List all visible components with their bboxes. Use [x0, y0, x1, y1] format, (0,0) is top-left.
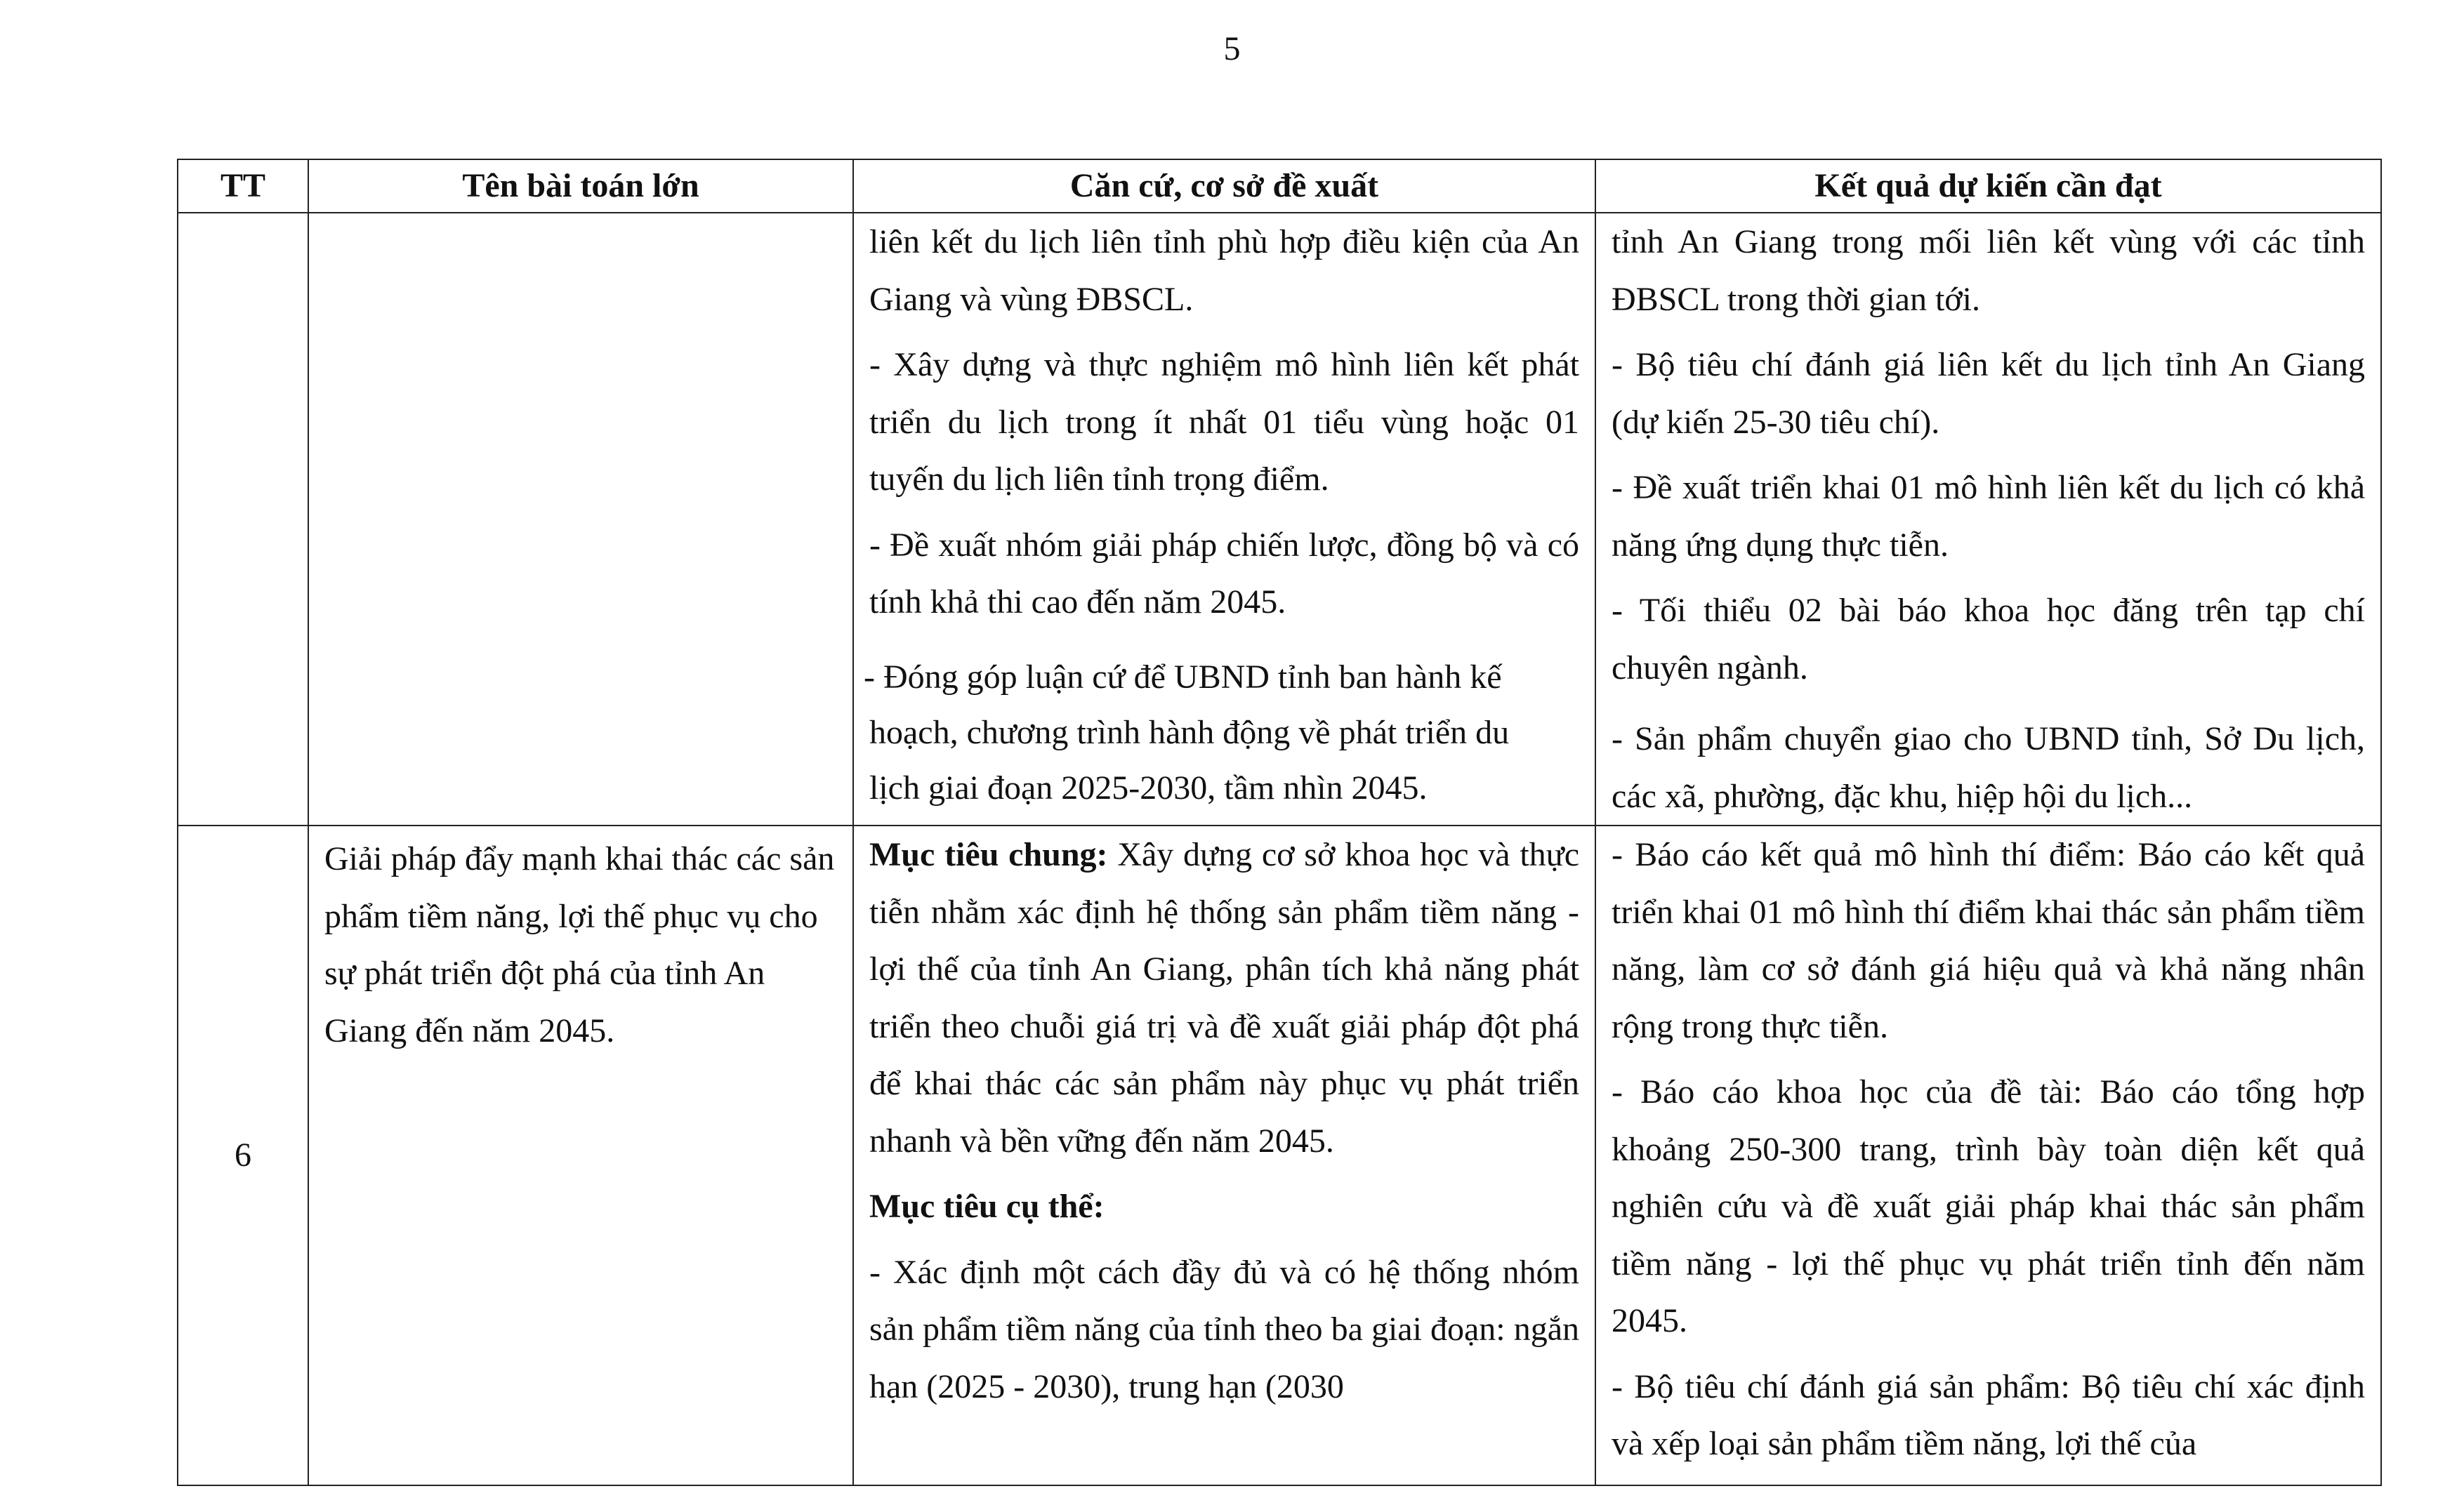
cell-basis-6 [853, 826, 1595, 1485]
cell-basis-continued [853, 213, 1595, 826]
cell-tt-continued [178, 213, 308, 826]
header-tt: TT [178, 159, 308, 213]
problem-title: Giải pháp đẩy mạnh khai thác các sản phẩm tiềm năng, lợi thế phục vụ cho sự phát triển đột phá của tỉnh An Giang đến năm 2045. [324, 840, 835, 1049]
basis-line: hoạch, chương trình hành động về phát triển du [869, 713, 1510, 751]
basis-paragraph: - Đề xuất nhóm giải pháp chiến lược, đồng bộ và có tính khả thi cao đến năm 2045. [869, 526, 1579, 621]
result-paragraph: - Tối thiểu 02 bài báo khoa học đăng trên tạp chí chuyên ngành. [1612, 592, 2365, 687]
result-paragraph: - Báo cáo kết quả mô hình thí điểm: Báo cáo kết quả triển khai 01 mô hình thí điểm khai thác sản phẩm tiềm năng, làm cơ sở đánh giá hiệu quả và khả năng nhân rộng trong thực tiễn. [1612, 836, 2365, 1045]
result-paragraph: - Sản phẩm chuyển giao cho UBND tỉnh, Sở Du lịch, các xã, phường, đặc khu, hiệp hội du lịch... [1612, 720, 2365, 815]
general-objective-label: Mục tiêu chung: [869, 836, 1108, 873]
cell-name-continued [308, 213, 853, 826]
basis-line: - Đóng góp luận cứ để UBND tỉnh ban hành kế [864, 658, 1502, 696]
result-paragraph: - Báo cáo khoa học của đề tài: Báo cáo tổng hợp khoảng 250-300 trang, trình bày toàn diện kết quả nghiên cứu và đề xuất giải pháp khai thác sản phẩm tiềm năng - lợi thế phục vụ phát triển tỉnh đến năm 2045. [1612, 1073, 2365, 1339]
specific-objective-text: - Xác định một cách đầy đủ và có hệ thống nhóm sản phẩm tiềm năng của tỉnh theo ba giai đoạn: ngắn hạn (2025 - 2030), trung hạn (2030 [869, 1253, 1579, 1405]
general-objective [869, 826, 1579, 1169]
basis-last-paragraph [864, 649, 1579, 816]
specific-objective-label-text: Mục tiêu cụ thể: [869, 1188, 1105, 1225]
result-paragraph: tỉnh An Giang trong mối liên kết vùng với các tỉnh ĐBSCL trong thời gian tới. [1612, 223, 2365, 318]
table-row-continued [178, 213, 2381, 826]
table-row-6 [178, 826, 2381, 1485]
cell-tt-6: 6 [178, 826, 308, 1485]
basis-paragraph: - Xây dựng và thực nghiệm mô hình liên kết phát triển du lịch trong ít nhất 01 tiểu vùng hoặc 01 tuyến du lịch liên tỉnh trọng điểm. [869, 346, 1579, 498]
result-paragraph: - Bộ tiêu chí đánh giá sản phẩm: Bộ tiêu chí xác định và xếp loại sản phẩm tiềm năng, lợi thế của [1612, 1367, 2365, 1462]
cell-result-continued [1595, 213, 2381, 826]
header-basis: Căn cứ, cơ sở đề xuất [853, 159, 1595, 213]
result-paragraph: - Đề xuất triển khai 01 mô hình liên kết du lịch có khả năng ứng dụng thực tiễn. [1612, 469, 2365, 564]
general-objective-text: Xây dựng cơ sở khoa học và thực tiễn nhằm xác định hệ thống sản phẩm tiềm năng - lợi thế của tỉnh An Giang, phân tích khả năng phát triển theo chuỗi giá trị và đề xuất giải pháp đột phá để khai thác các sản phẩm này phục vụ phát triển nhanh và bền vững đến năm 2045. [869, 836, 1580, 1160]
header-result: Kết quả dự kiến cần đạt [1595, 159, 2381, 213]
basis-line: lịch giai đoạn 2025-2030, tầm nhìn 2045. [869, 769, 1428, 807]
page-number: 5 [1223, 30, 1241, 67]
specific-objective-label [869, 1178, 1579, 1235]
cell-name-6 [308, 826, 853, 1485]
basis-paragraph: liên kết du lịch liên tỉnh phù hợp điều kiện của An Giang và vùng ĐBSCL. [869, 223, 1579, 318]
header-name: Tên bài toán lớn [308, 159, 853, 213]
result-paragraph: - Bộ tiêu chí đánh giá liên kết du lịch tỉnh An Giang (dự kiến 25-30 tiêu chí). [1612, 346, 2365, 441]
table-header-row [178, 159, 2381, 213]
proposal-table [177, 159, 2382, 1486]
cell-result-6 [1595, 826, 2381, 1485]
